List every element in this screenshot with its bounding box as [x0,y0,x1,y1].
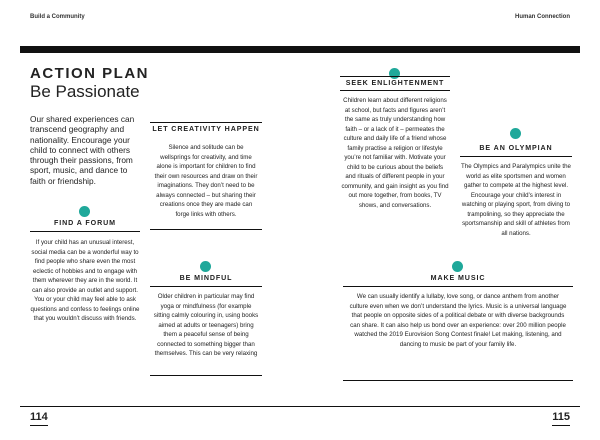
section-olympian-rule [460,156,572,157]
section-forum [30,203,140,358]
title-action-plan: ACTION PLAN [30,65,149,82]
page-number-right: 115 [552,411,570,426]
section-enlightenment-rule-mid [340,90,450,91]
intro-text: Our shared experiences can transcend geography and nationality. Encourage your child to connect with others through their passions, from sport, music, and dance to faith or friendship. [30,114,135,186]
running-head-left: Build a Community [30,14,85,20]
section-music-heading: MAKE MUSIC [430,274,486,282]
running-head-right: Human Connection [515,14,570,20]
mindful-dot-icon [200,261,211,272]
section-olympian [460,128,572,248]
section-enlightenment-body: Children learn about different religions at school, but facts and figures aren’t the same as truly understanding how faith – or a lack of it – permeates the culture and daily life of a friend whose family practise a religion or lifestyle you’re not familiar with. Motivate your child to be curious about the beliefs and rituals of different people in your community, and gain insight as you find out more together, from books, TV shows, and conversations. [341,97,449,209]
section-music-rule-top [343,286,573,287]
bottom-rule [20,406,580,407]
title-be-passionate: Be Passionate [30,82,140,101]
forum-dot-icon [79,206,90,217]
section-creativity-body: Silence and solitude can be wellsprings for creativity, and time alone is important for children to find their own resources and draw on their imaginations. They don’t need to be always connected – but sharing their creations once they are made can forge links with others. [154,144,258,218]
section-mindful-heading: BE MINDFUL [179,274,233,282]
section-mindful-body: Older children in particular may find yoga or mindfulness (for example sitting calmly colouring in, using books aimed at adults or teenagers) bring them a peaceful sense of being connected to something bigger than themselves. This can be very relaxing [153,293,259,357]
section-forum-body: If your child has an unusual interest, social media can be a wonderful way to find people who share even the most eclectic of hobbies and to engage with them wherever they are in the world. It can also provide an outlet and support. You or your child may feel able to ask questions and confess to feelings online that you wouldn’t discuss with friends. [30,239,140,322]
olympian-dot-icon [510,128,521,139]
music-dot-icon [452,261,463,272]
enlightenment-dot-icon [389,68,400,79]
section-olympian-body: The Olympics and Paralympics unite the world as elite sportsmen and women gather to compete at the highest level. Encourage your child’s interest in watching or playing sport, from diving to trampolining, so they appreciate the sportsmanship and skill of athletes from all nations. [461,163,571,237]
page-number-left: 114 [30,411,48,426]
section-mindful [150,258,262,378]
section-music-body: We can usually identify a lullaby, love song, or dance anthem from another culture even when we don’t understand the lyrics. Music is a universal language that people on opposite sides of a political debate or with diverse backgrounds can share. It can also help us bond over an experience: over 200 million people watched the 2019 Eurovision Song Contest finale! Let making, listening, and dancing to music be part of your family life. [349,293,567,348]
section-enlightenment-rule-top [340,76,450,77]
section-forum-rule [30,231,140,232]
section-creativity [150,110,262,228]
section-enlightenment-heading: SEEK ENLIGHTENMENT [345,79,445,87]
section-enlightenment [340,68,450,243]
section-music-rule-bottom [343,380,573,381]
section-forum-heading: FIND A FORUM [54,219,116,227]
section-olympian-heading: BE AN OLYMPIAN [479,144,553,152]
section-mindful-rule-bottom [150,375,262,376]
section-mindful-rule-top [150,286,262,287]
section-creativity-heading: LET CREATIVITY HAPPEN [152,125,260,133]
top-rule [20,46,580,53]
section-music [343,258,573,384]
